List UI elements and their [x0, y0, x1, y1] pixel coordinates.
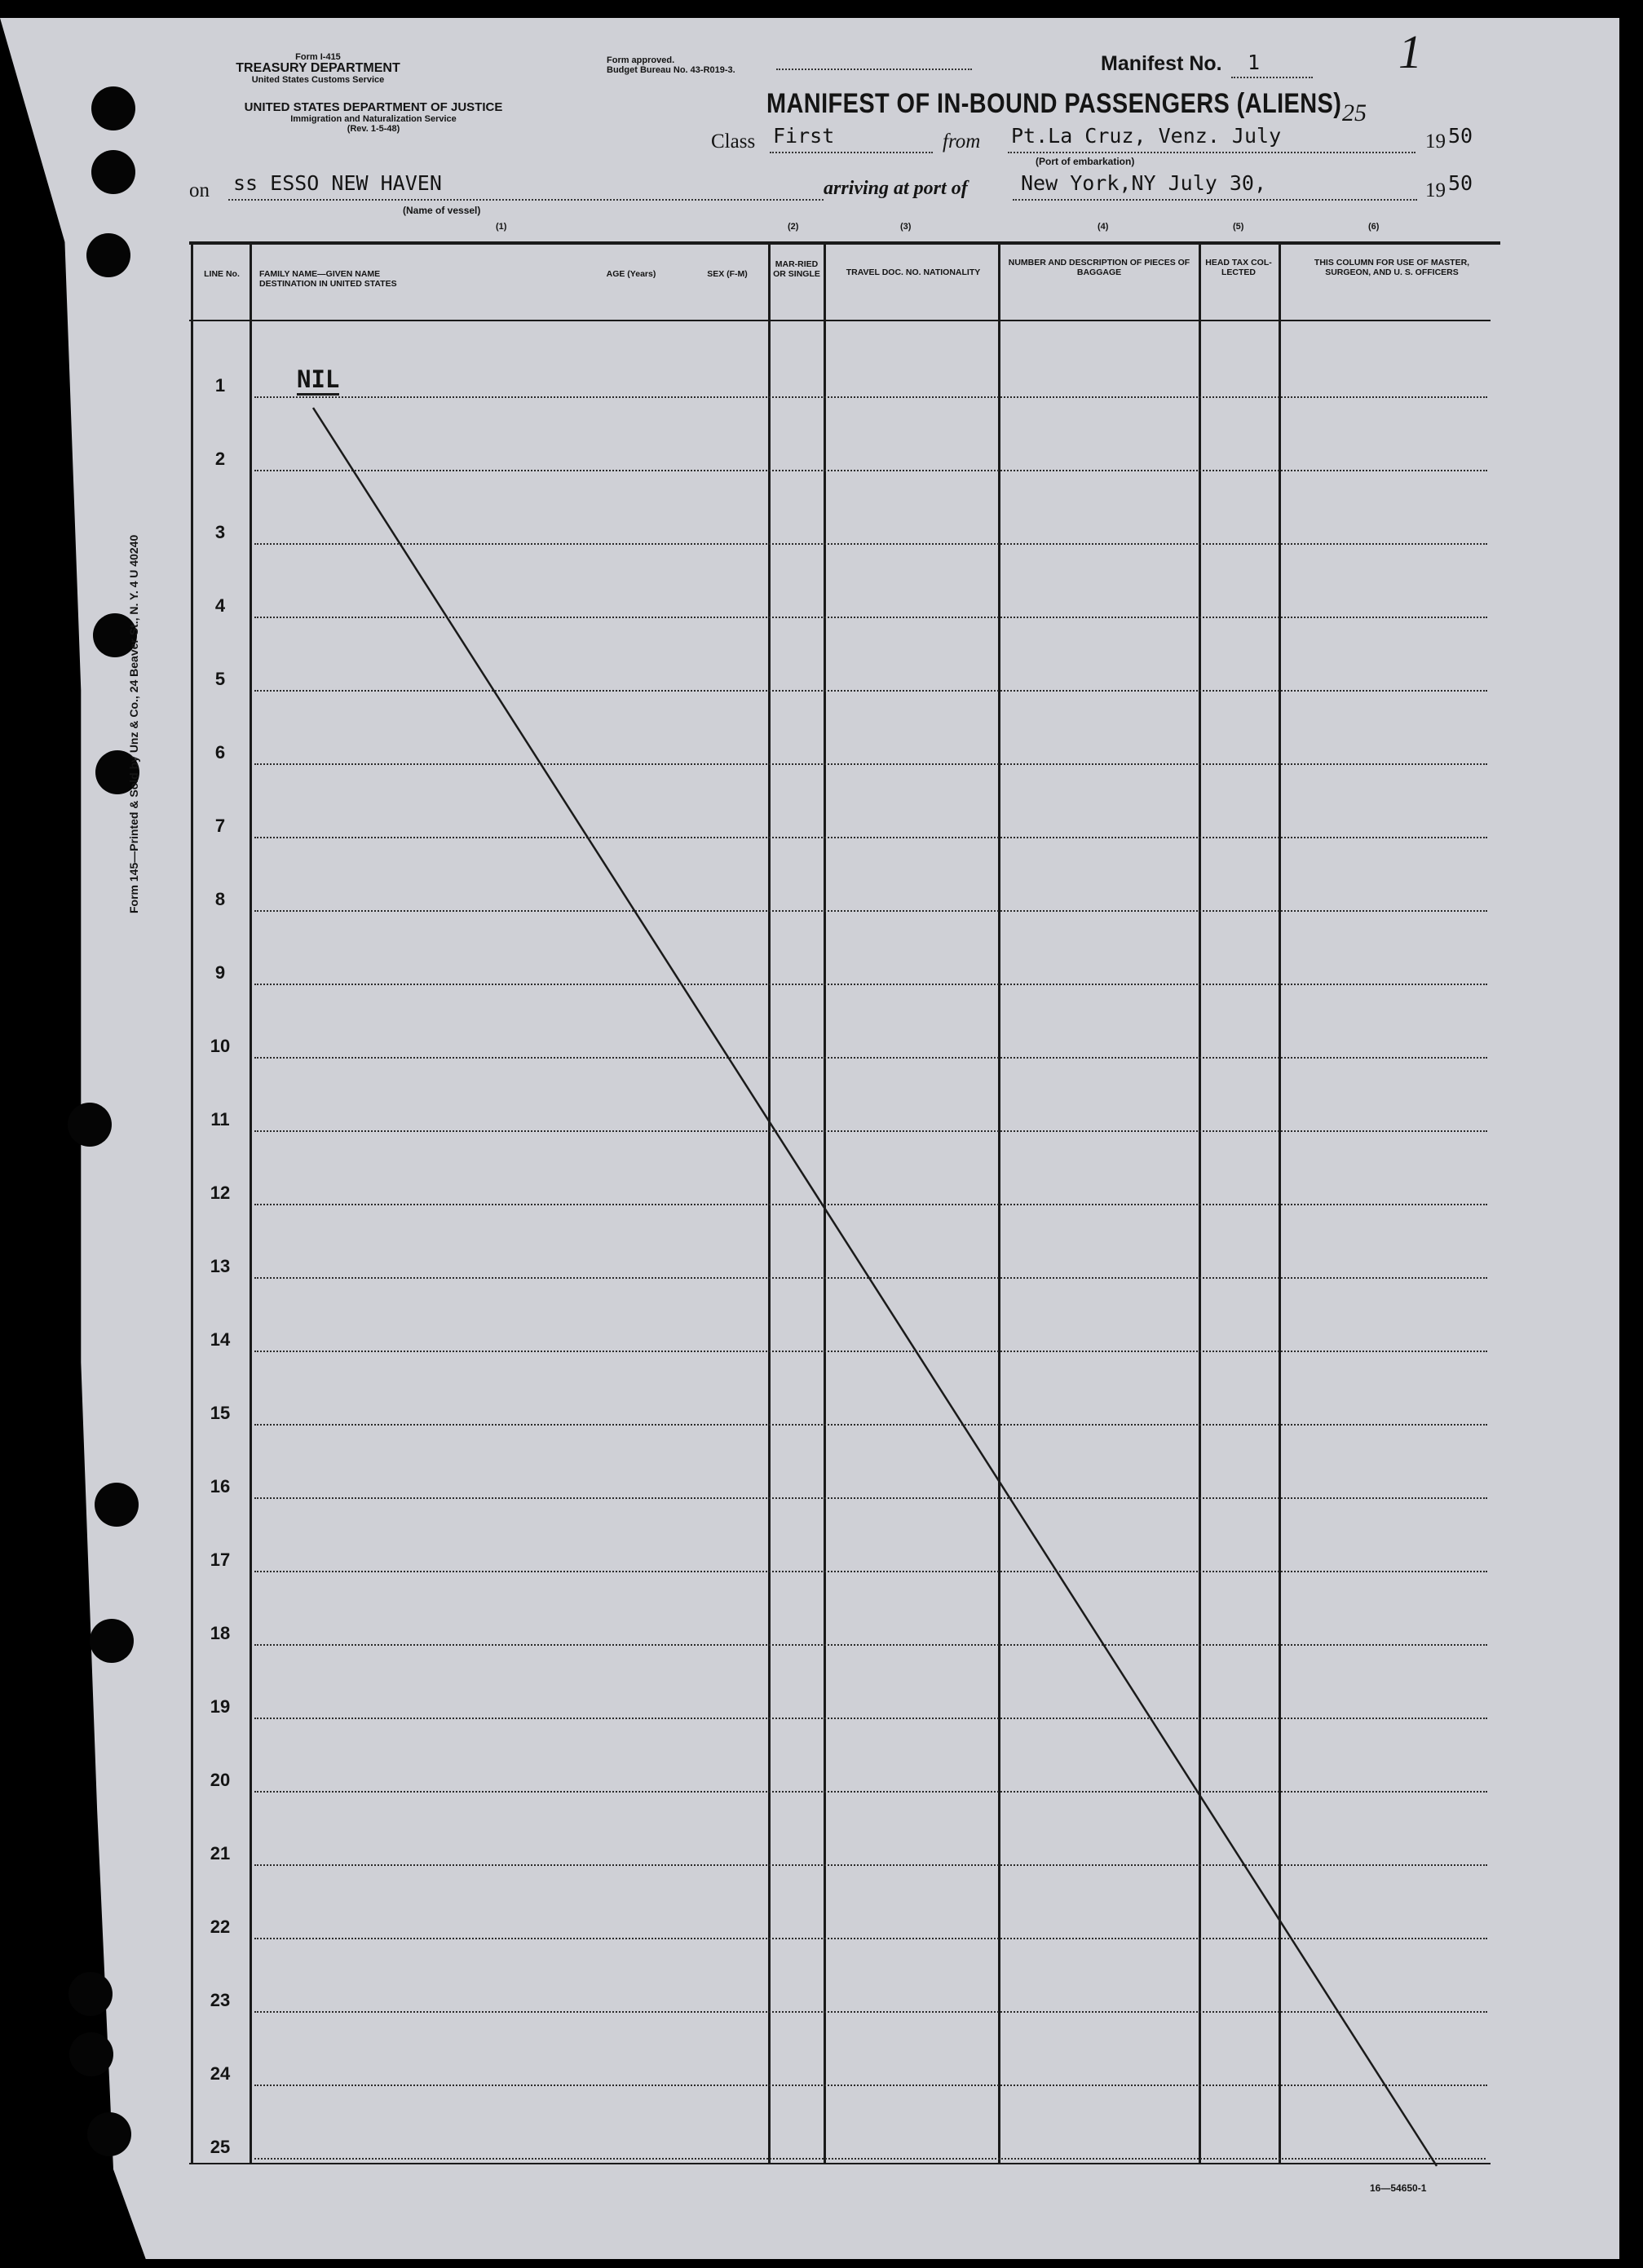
column-number: (6) [1368, 222, 1380, 232]
budget-bureau: Budget Bureau No. 43-R019-3. [607, 65, 735, 75]
year-prefix: 19 [1425, 130, 1446, 153]
header-married: MAR-RIED OR SINGLE [773, 259, 820, 279]
customs-service: United States Customs Service [251, 75, 385, 85]
row-number: 4 [214, 595, 226, 616]
revision: (Rev. 1-5-48) [347, 124, 400, 134]
column-number: (3) [900, 222, 912, 232]
row-number: 11 [210, 1109, 230, 1130]
row-number: 19 [210, 1696, 231, 1717]
immigration-service: Immigration and Naturalization Service [290, 114, 457, 124]
form-approved: Form approved. [607, 55, 675, 65]
row-number: 22 [210, 1917, 231, 1937]
departure-year: 50 [1448, 124, 1473, 148]
row-number: 21 [210, 1843, 231, 1863]
column-number: (1) [496, 222, 507, 232]
vessel-name: ss ESSO NEW HAVEN [233, 171, 442, 195]
class-value: First [773, 124, 835, 148]
row-number: 17 [210, 1550, 231, 1570]
row-number: 20 [210, 1770, 231, 1790]
printer-imprint: Form 145—Printed & Sold by Unz & Co., 24 Beaver St., N. Y. 4 U 40240 [127, 534, 140, 913]
row-number: 12 [210, 1183, 231, 1203]
from-value: Pt.La Cruz, Venz. July [1011, 124, 1282, 148]
row-number: 16 [210, 1476, 231, 1497]
manifest-number: 1 [1248, 51, 1261, 74]
header-age: AGE (Years) [606, 269, 656, 279]
on-label: on [189, 179, 210, 201]
form-number: Form I-415 [295, 52, 341, 62]
row-number: 15 [210, 1403, 231, 1423]
header-destination: DESTINATION IN UNITED STATES [259, 279, 397, 289]
row-number: 24 [210, 2063, 231, 2084]
row-number: 6 [214, 742, 226, 763]
row-number: 25 [210, 2137, 231, 2157]
row-number: 18 [210, 1623, 231, 1643]
header-officers: THIS COLUMN FOR USE OF MASTER, SURGEON, AND U. S. OFFICERS [1314, 258, 1470, 277]
row-number: 14 [210, 1329, 231, 1350]
justice-department: UNITED STATES DEPARTMENT OF JUSTICE [244, 100, 503, 114]
row-number: 1 [214, 375, 226, 396]
row-number: 3 [214, 522, 226, 542]
departure-day: 25 [1342, 99, 1367, 126]
arriving-label: arriving at port of [824, 178, 968, 199]
column-number: (5) [1233, 222, 1244, 232]
nil-entry: NIL [297, 365, 339, 396]
row-number: 23 [210, 1990, 231, 2010]
row-number: 13 [210, 1256, 231, 1276]
vessel-caption: (Name of vessel) [403, 205, 481, 216]
arrival-year: 50 [1448, 171, 1473, 195]
row-number: 7 [214, 816, 226, 836]
header-sex: SEX (F-M) [707, 269, 748, 279]
header-head-tax: HEAD TAX COL-LECTED [1205, 258, 1272, 277]
column-number: (4) [1098, 222, 1109, 232]
row-number: 2 [214, 449, 226, 469]
header-line-no: LINE No. [204, 269, 240, 279]
column-number: (2) [788, 222, 799, 232]
header-travel-doc: TRAVEL DOC. NO. NATIONALITY [846, 267, 981, 277]
treasury-department: TREASURY DEPARTMENT [236, 61, 400, 75]
port-caption: (Port of embarkation) [1036, 156, 1135, 167]
header-baggage: NUMBER AND DESCRIPTION OF PIECES OF BAGGAGE [1008, 258, 1190, 277]
row-number: 9 [214, 962, 226, 983]
row-number: 8 [214, 889, 226, 909]
arrival-year-prefix: 19 [1425, 179, 1446, 201]
page-title: MANIFEST OF IN-BOUND PASSENGERS (ALIENS) [766, 88, 1342, 119]
from-label: from [943, 130, 981, 153]
arrival-value: New York,NY July 30, [1021, 171, 1267, 195]
row-number: 5 [214, 669, 226, 689]
manifest-label: Manifest No. [1101, 52, 1222, 75]
row-number: 10 [210, 1036, 231, 1056]
header-family-name: FAMILY NAME—GIVEN NAME [259, 269, 381, 279]
footer-code: 16—54650-1 [1370, 2182, 1427, 2194]
class-label: Class [711, 130, 756, 153]
page-mark: 1 [1398, 25, 1422, 78]
